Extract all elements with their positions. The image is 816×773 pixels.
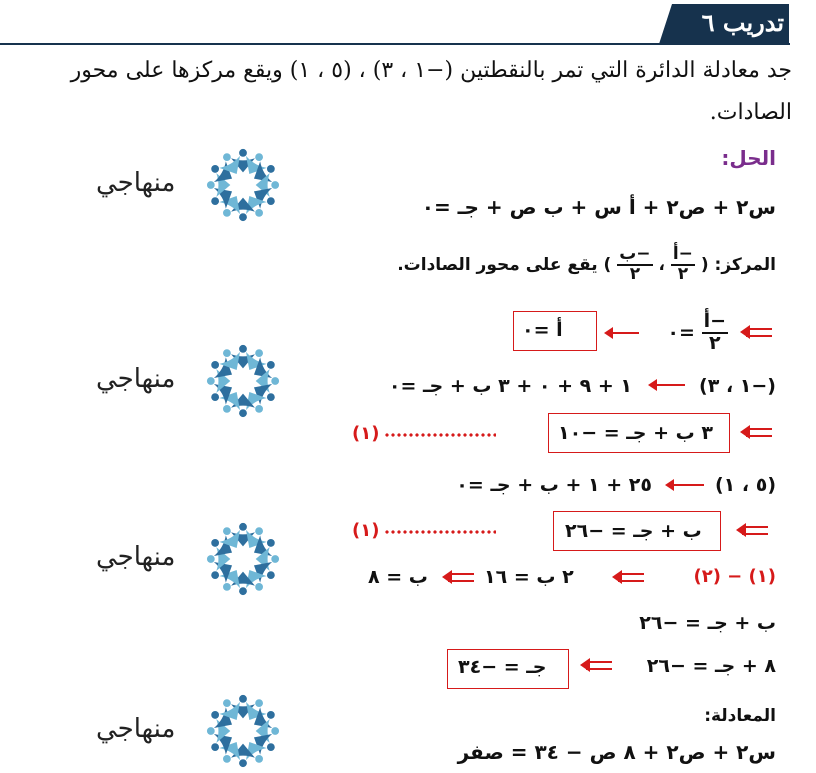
- subtract-equations: (١) − (٢): [693, 566, 776, 587]
- manhaji-logo-icon: [204, 146, 282, 224]
- exercise-title: تدريب ٦: [701, 8, 784, 37]
- center-fraction-a: $\frac{\text{−أ}}{٢}$: [672, 244, 693, 284]
- center-statement: المركز: ( $\frac{\text{−أ}}{٢}$ ، $\frac{\text{−ب}}{٢}$ ) يقع على محور الصادات.: [397, 244, 776, 284]
- question-line-2: الصادات.: [709, 100, 792, 125]
- center-suffix: ) يقع على محور الصادات.: [397, 254, 612, 275]
- equation-label-1: (١): [352, 423, 380, 444]
- arrow-icon: [672, 484, 704, 486]
- center-prefix: المركز: (: [700, 254, 776, 275]
- manhaji-logo-text: منهاجي: [96, 714, 176, 744]
- manhaji-logo-text: منهاجي: [96, 364, 176, 394]
- double-arrow-icon: [740, 325, 772, 339]
- value-c: جـ = −٣٤: [458, 656, 547, 678]
- result-a: أ =٠: [522, 319, 563, 341]
- arrow-icon: [655, 384, 685, 386]
- double-arrow-icon: [736, 523, 768, 537]
- equation-1: ٣ ب + جـ = −١٠: [558, 422, 713, 444]
- question-line-1: جد معادلة الدائرة التي تمر بالنقطتين (−١ ، ٣) ، (٥ ، ١) ويقع مركزها على محور: [70, 58, 792, 83]
- step6-equation: ٢ ب = ١٦: [484, 566, 574, 588]
- point-1: (−١ ، ٣): [699, 375, 776, 397]
- equation-2: ب + جـ = −٢٦: [565, 520, 702, 542]
- manhaji-logo-icon: [204, 520, 282, 598]
- dotted-leader: [384, 530, 496, 534]
- double-arrow-icon: [580, 658, 612, 672]
- step4-equation: ٢٥ + ١ + ب + جـ =٠: [456, 474, 652, 496]
- double-arrow-icon: [612, 570, 644, 584]
- manhaji-logo-text: منهاجي: [96, 542, 176, 572]
- step8-equation: ٨ + جـ = −٢٦: [646, 655, 776, 677]
- manhaji-logo-icon: [204, 692, 282, 770]
- solution-label: الحل:: [721, 146, 776, 170]
- equation-label-2: (١): [352, 520, 380, 541]
- step1-expression: $\frac{\text{−أ}}{٢}$ =٠: [667, 310, 726, 354]
- value-b: ب = ٨: [368, 566, 428, 588]
- equation-label: المعادلة:: [704, 706, 776, 726]
- dotted-leader: [384, 433, 496, 437]
- header-rule: [0, 43, 790, 45]
- double-arrow-icon: [442, 570, 474, 584]
- center-fraction-b: $\frac{\text{−ب}}{٢}$: [619, 244, 651, 284]
- manhaji-logo-icon: [204, 342, 282, 420]
- step7-equation: ب + جـ = −٢٦: [639, 612, 776, 634]
- arrow-icon: [611, 332, 639, 334]
- final-equation: س٢ + ص٢ + ٨ ص − ٣٤ = صفر: [457, 740, 776, 764]
- step2-equation: ١ + ٩ + ٠ + ٣ ب + جـ =٠: [388, 375, 632, 397]
- manhaji-logo-text: منهاجي: [96, 168, 176, 198]
- general-equation: س٢ + ص٢ + أ س + ب ص + جـ =٠: [421, 195, 776, 219]
- double-arrow-icon: [740, 425, 772, 439]
- point-2: (٥ ، ١): [714, 474, 776, 496]
